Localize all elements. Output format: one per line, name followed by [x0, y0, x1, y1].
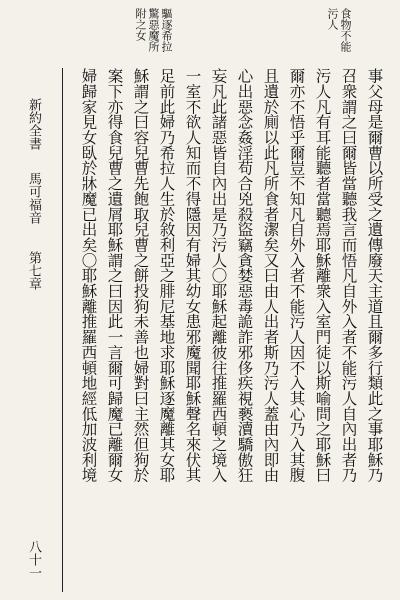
- text-column-1: 事父母是爾曹以所受之遺傳廢天主道且爾多行類此之事耶穌乃: [365, 68, 384, 483]
- text-column-9: 足前此婦乃希拉人生於敘利亞之腓尼基地求耶穌逐魔離其女耶: [157, 68, 176, 483]
- heading-notes: [0, 8, 400, 68]
- text-column-4: 爾亦不悟乎爾豈不知凡自外入者不能污人因不入其心乃入其腹: [287, 68, 306, 483]
- text-column-3: 污人凡有耳能聽者當聽焉耶穌離衆入室門徒以斯喻問之耶穌曰: [313, 68, 332, 483]
- note-right-col-1: 食物不能: [339, 8, 352, 52]
- note-left-col-2: 驚惡魔所: [147, 8, 160, 52]
- text-column-12: 婦歸家見女臥於牀魔已出矣〇耶穌離推羅西頓地經低加波利境: [79, 68, 98, 483]
- chapter-info: 馬可福音 第七章: [26, 172, 41, 290]
- page-number: 八十一: [26, 540, 41, 579]
- note-left-col-3: 附之女: [134, 8, 147, 41]
- margin-rule: [62, 68, 63, 592]
- note-right-col-2: 污人: [326, 8, 339, 30]
- book-title: 新約全書: [26, 98, 41, 150]
- text-column-11: 案下亦得食兒曹之遺屑耶穌謂之曰因此一言爾可歸魔已離爾女: [105, 68, 124, 483]
- text-column-7: 妄凡此諸惡皆自內出是乃污人〇耶穌起離彼往推羅西頓之境入: [209, 68, 228, 483]
- text-column-8: 一室不欲人知而不得隱因有婦其幼女患邪魔聞耶穌聲名來伏其: [183, 68, 202, 483]
- text-column-5: 且遺於廁以此凡所食者潔矣又曰由人出者斯乃污人蓋由內即由: [261, 68, 280, 483]
- text-column-6: 心出惡念姦淫苟合兇殺盜竊貪婪惡毒詭詐邪侈疾視褻瀆驕傲狂: [235, 68, 254, 483]
- text-column-10: 穌謂之曰容兒曹先飽取兒曹之餅投狗未善也婦對曰主然但狗於: [131, 68, 150, 483]
- note-left-col-1: 驅逐希拉: [160, 8, 173, 52]
- text-column-2: 召衆謂之曰爾皆當聽我言而悟凡自外入者不能污人自內出者乃: [339, 68, 358, 483]
